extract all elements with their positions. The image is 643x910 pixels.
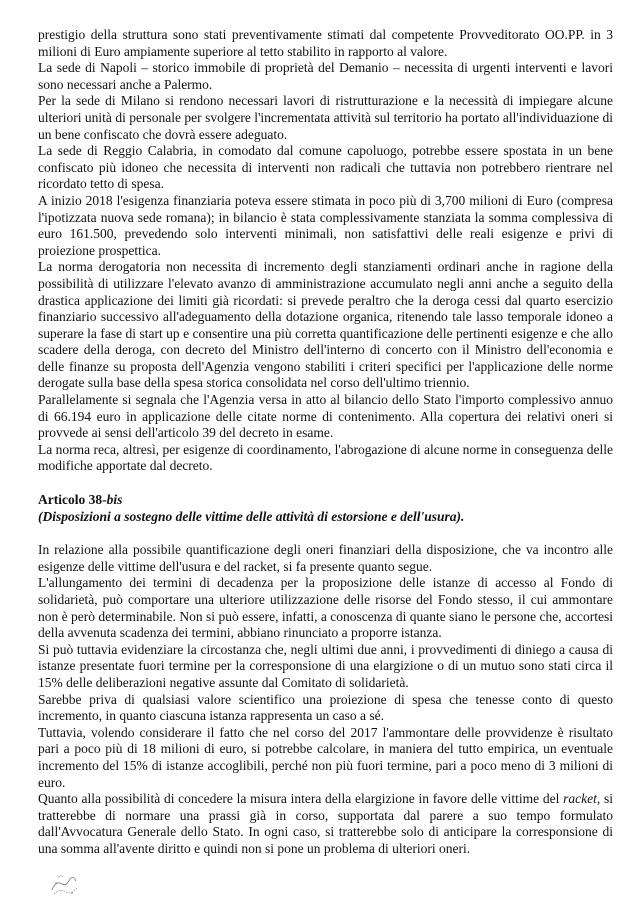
paragraph-valore-scientifico: Sarebbe priva di qualsiasi valore scientifico una proiezione di spesa che tenesse conto di questo incremento, in quanto ciascuna istanza rappresenta un caso a sé. bbox=[38, 691, 613, 724]
article-suffix: bis bbox=[106, 492, 123, 508]
article-heading bbox=[38, 492, 613, 509]
paragraph-milano: Per la sede di Milano si rendono necessari lavori di ristrutturazione e la necessità di impiegare alcune ulteriori unità di personale per svolgere l'incrementata attività sul territorio ha portato all'individuazione di un bene confiscato che dovrà essere adeguato. bbox=[38, 93, 613, 142]
paragraph-elargizione-racket bbox=[38, 791, 613, 857]
paragraph-napoli: La sede di Napoli – storico immobile di proprietà del Demanio – necessita di urgenti interventi e lavori sono necessari anche a Palermo. bbox=[38, 60, 613, 92]
paragraph-allungamento: L'allungamento dei termini di decadenza per la proposizione delle istanze di accesso al Fondo di solidarietà, può comportare una ulteriore utilizzazione delle risorse del Fondo stesso, il cui ammontare non è però determinabile. Non si può essere, infatti, a conoscenza di quante siano le persone che, accortesi della avvenuta scadenza dei termini, abbiano rinunciato a proporre istanza. bbox=[38, 575, 613, 641]
paragraph-quantificazione: In relazione alla possibile quantificazione degli oneri finanziari della disposizione, che va incontro alle esigenze delle vittime dell'usura e del racket, si fa presente quanto segue. bbox=[38, 542, 613, 574]
initials-stamp-icon bbox=[48, 872, 82, 898]
racket-italic-word: racket bbox=[563, 791, 597, 807]
paragraph-reggio-calabria: La sede di Reggio Calabria, in comodato dal comune capoluogo, potrebbe essere spostata in un bene confiscato più idoneo che necessita di interventi non radicali che tuttavia non potrebbero rientrare nel ricordato tetto di spesa. bbox=[38, 143, 613, 192]
article-number: Articolo 38- bbox=[38, 492, 107, 508]
paragraph-ammontare-2017: Tuttavia, volendo considerare il fatto che nel corso del 2017 l'ammontare delle provvidenze è risultato pari a poco più di 18 milioni di euro, si potrebbe calcolare, in maniera del tutto empirica, un eventuale incremento del 15% di istanze accoglibili, perché non più fuori termine, pari a poco meno di 3 milioni di euro. bbox=[38, 724, 613, 790]
paragraph-abrogazione: La norma reca, altresì, per esigenze di coordinamento, l'abrogazione di alcune norme in conseguenza delle modifiche apportate dal decreto. bbox=[38, 441, 613, 474]
racket-text-before: Quanto alla possibilità di concedere la misura intera della elargizione in favore delle vittime del bbox=[38, 791, 564, 807]
paragraph-parallelamente: Parallelamente si segnala che l'Agenzia versa in atto al bilancio dello Stato l'importo complessivo annuo di 66.194 euro in applicazione delle citate norme di contenimento. Alla copertura dei relativi oneri si provvede ai sensi dell'articolo 39 del decreto in esame. bbox=[38, 392, 613, 441]
paragraph-diniego: Si può tuttavia evidenziare la circostanza che, negli ultimi due anni, i provvedimenti di diniego a causa di istanze presentate fuori termine per la corresponsione di una elargizione o di un mutuo sono stati circa il 15% delle deliberazioni negative assunte dal Comitato di solidarietà. bbox=[38, 641, 613, 690]
article-subtitle: (Disposizioni a sostegno delle vittime delle attività di estorsione e dell'usura). bbox=[38, 508, 465, 524]
paragraph-norma-derogatoria: La norma derogatoria non necessita di incremento degli stanziamenti ordinari anche in ragione della possibilità di utilizzare l'elevato avanzo di amministrazione accumulato negli anni anche a seguito della drastica applicazione dei limiti già ricordati: si prevede peraltro che la deroga cessi dal quarto esercizio finanziario successivo all'adeguamento della dotazione organica, ritenendo tale lasso temporale idoneo a superare la fase di start up e consentire una più corretta quantificazione delle pertinenti esigenze e che allo scadere della deroga, con decreto del Ministro dell'interno di concerto con il Ministro dell'economia e delle finanze su proposta dell'Agenzia vengono stabiliti i criteri specifici per l'applicazione delle norme derogate sulla base della spesa storica consolidata nel corso dell'ultimo triennio. bbox=[38, 259, 613, 391]
paragraph-prestigio: prestigio della struttura sono stati preventivamente stimati dal competente Provveditorato OO.PP. in 3 milioni di Euro ampiamente superiore al tetto stabilito in rapporto al valore. bbox=[38, 27, 613, 59]
racket-text-after: , si tratterebbe di normare una prassi già in corso, supportata dal parere a suo tempo formulato dall'Avvocatura Generale dello Stato. In ogni caso, si tratterebbe solo di anticipare la corresponsione di una somma all'avente diritto e quindi non si pone un problema di ulteriori oneri. bbox=[38, 791, 613, 856]
paragraph-esigenza-2018: A inizio 2018 l'esigenza finanziaria poteva essere stimata in poco più di 3,700 milioni di Euro (compresa l'ipotizzata nuova sede romana); in bilancio è stata complessivamente stanziata la somma complessiva di euro 161.500, prevedendo solo interventi minimali, non satisfattivi delle reali esigenze e privi di proiezione prospettica. bbox=[38, 192, 613, 258]
